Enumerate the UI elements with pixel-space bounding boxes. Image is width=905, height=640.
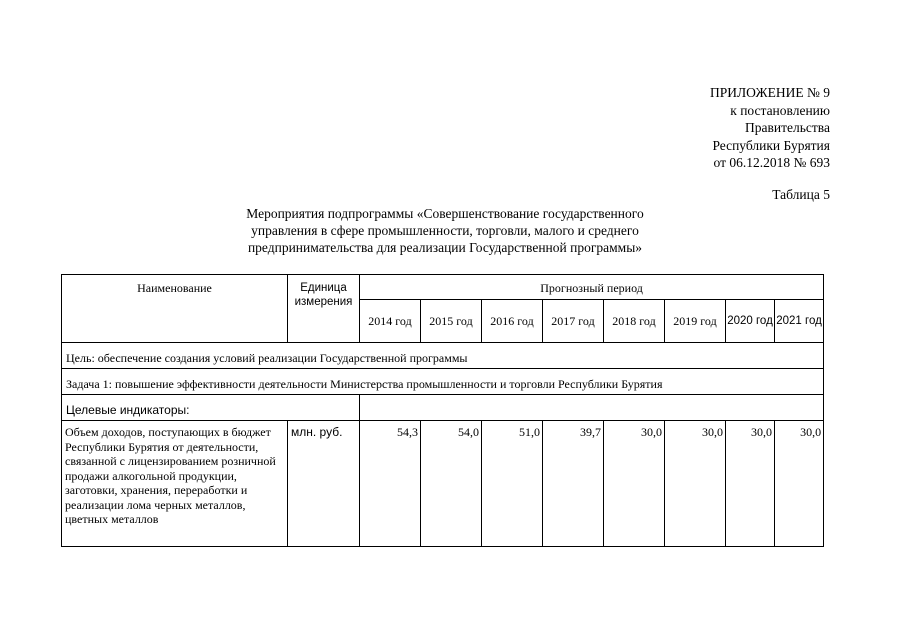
value-cell: 30,0 [726, 421, 775, 547]
header-year: 2020 год [726, 300, 775, 343]
value-cell: 54,3 [360, 421, 421, 547]
header-year: 2019 год [665, 300, 726, 343]
goal-row: Цель: обеспечение создания условий реализации Государственной программы [62, 343, 824, 369]
header-year: 2021 год [775, 300, 824, 343]
value-cell: 51,0 [482, 421, 543, 547]
value-cell: 39,7 [543, 421, 604, 547]
value-cell: 30,0 [665, 421, 726, 547]
header-year: 2014 год [360, 300, 421, 343]
header-year: 2015 год [421, 300, 482, 343]
header-unit: Единица измерения [288, 275, 360, 343]
header-year: 2017 год [543, 300, 604, 343]
header-period: Прогнозный период [360, 275, 824, 300]
table-row [62, 421, 824, 547]
value-cell: 54,0 [421, 421, 482, 547]
value-cell: 30,0 [604, 421, 665, 547]
value-cell: 30,0 [775, 421, 824, 547]
header-name: Наименование [62, 275, 288, 343]
indicators-label: Целевые индикаторы: [62, 395, 360, 421]
annex-date: от 06.12.2018 № 693 [713, 155, 830, 170]
document-title: Мероприятия подпрограммы «Совершенствование государственного управления в сфере промышленности, торговли, малого и среднего предпринимательства для реализации Государственной программы» [246, 206, 644, 255]
measures-table [61, 274, 824, 547]
annex-line: Республики Бурятия [712, 137, 830, 153]
indicator-name: Объем доходов, поступающих в бюджет Республики Бурятия от деятельности, связанной с лицензированием розничной продажи алкогольной продукции, заготовки, хранения, переработки и реализации лома черных металлов, цветных металлов [62, 421, 288, 547]
task-row: Задача 1: повышение эффективности деятельности Министерства промышленности и торговли Республики Бурятия [62, 369, 824, 395]
annex-header [570, 84, 830, 172]
header-year: 2018 год [604, 300, 665, 343]
annex-line: Правительства [745, 120, 830, 135]
indicators-empty [360, 395, 824, 421]
header-year: 2016 год [482, 300, 543, 343]
indicator-unit: млн. руб. [288, 421, 360, 547]
table-label: Таблица 5 [772, 187, 830, 202]
annex-line: к постановлению [730, 102, 830, 118]
annex-title: ПРИЛОЖЕНИЕ № 9 [709, 85, 830, 100]
